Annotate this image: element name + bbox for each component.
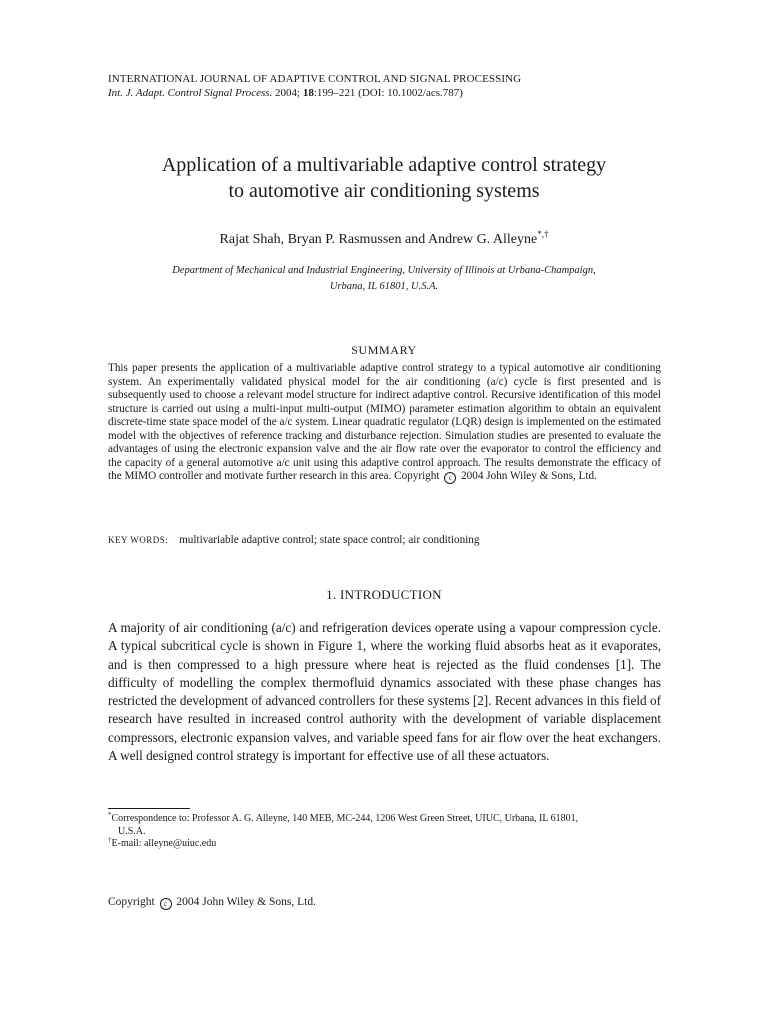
journal-abbrev: Int. J. Adapt. Control Signal Process.	[108, 87, 273, 99]
journal-doi: (DOI: 10.1002/acs.787)	[358, 87, 463, 99]
abstract-text	[108, 362, 661, 484]
footnote-1-mark: *	[108, 811, 112, 819]
copyright-icon: c	[160, 898, 172, 910]
keywords	[108, 533, 668, 547]
journal-header	[108, 72, 668, 100]
footnote-1-continuation: U.S.A.	[118, 825, 146, 837]
journal-year: 2004;	[275, 87, 301, 99]
affiliation-line-2: Urbana, IL 61801, U.S.A.	[329, 281, 439, 292]
footnote-1	[108, 813, 663, 826]
footnote-2	[108, 838, 663, 851]
footnote-rule	[108, 808, 190, 809]
section-heading-introduction: 1. INTRODUCTION	[326, 587, 442, 602]
title-line-1: Application of a multivariable adaptive control strategy	[161, 154, 607, 176]
summary-heading: SUMMARY	[351, 343, 417, 357]
footnote-2-mark: †	[108, 836, 112, 844]
page-copyright	[108, 895, 668, 910]
journal-volume: 18	[302, 87, 314, 99]
journal-pages: :199–221	[313, 87, 356, 99]
keywords-value: multivariable adaptive control; state space control; air conditioning	[179, 534, 480, 546]
introduction-paragraph: A majority of air conditioning (a/c) and refrigeration devices operate using a vapour compression cycle. A typical subcritical cycle is shown in Figure 1, where the working fluid absorbs heat as it evaporates, and is then compressed to a high pressure where heat is rejected as the fluid condenses [1]. The difficulty of modelling the complex thermofluid dynamics associated with these phase changes has restricted the development of advanced controllers for these systems [2]. Recent advances in this field of research have resulted in increased control authority with the development of variable displacement compressors, electronic expansion valves, and variable speed fans for air flow over the heat exchangers. A well designed control strategy is important for effective use of all these actuators.	[108, 620, 661, 764]
authors-text: Rajat Shah, Bryan P. Rasmussen and Andrew G. Alleyne	[219, 232, 538, 247]
footnote-2-text: E-mail: alleyne@uiuc.edu	[111, 838, 217, 849]
abstract-body: This paper presents the application of a multivariable adaptive control strategy to a typical automotive air conditioning system. An experimentally validated physical model for the air conditioning (a/c) cycle is first presented and is subsequently used to choose a relevant model structure for indirect adaptive control. Recursive identification of this model structure is carried out using a multi-input multi-output (MIMO) parameter estimation algorithm to obtain an equivalent discrete-time state space model of the a/c system. Linear quadratic regulator (LQR) design is implemented on the estimated model with the objectives of reference tracking and disturbance rejection. Simulation studies are presented to evaluate the advantages of using the electronic expansion valve and the air flow rate over the evaporator to control the efficiency and the capacity of a general automotive a/c unit using this adaptive control approach. The results demonstrate the efficacy of the MIMO controller and motivate further research in this area. Copyright	[108, 362, 661, 483]
journal-citation	[108, 86, 668, 100]
keywords-label: KEY WORDS:	[108, 535, 169, 545]
title-line-2: to automotive air conditioning systems	[228, 180, 540, 202]
footnotes	[108, 813, 663, 851]
copyright-label: Copyright	[108, 896, 155, 908]
copyright-icon: c	[444, 472, 456, 484]
author-marks: *,†	[537, 229, 549, 239]
journal-name: INTERNATIONAL JOURNAL OF ADAPTIVE CONTROL AND SIGNAL PROCESSING	[108, 73, 522, 85]
footnote-1-text: Correspondence to: Professor A. G. Alleyne, 140 MEB, MC-244, 1206 West Green Street, UIUC, Urbana, IL 61801,	[111, 813, 579, 824]
affiliation-line-1: Department of Mechanical and Industrial Engineering, University of Illinois at Urbana-Champaign,	[172, 265, 596, 276]
affiliation	[0, 263, 768, 295]
abstract-copyright: 2004 John Wiley & Sons, Ltd.	[461, 470, 597, 483]
paper-title	[0, 152, 768, 204]
copyright-text: 2004 John Wiley & Sons, Ltd.	[176, 896, 316, 908]
author-list	[0, 231, 768, 249]
